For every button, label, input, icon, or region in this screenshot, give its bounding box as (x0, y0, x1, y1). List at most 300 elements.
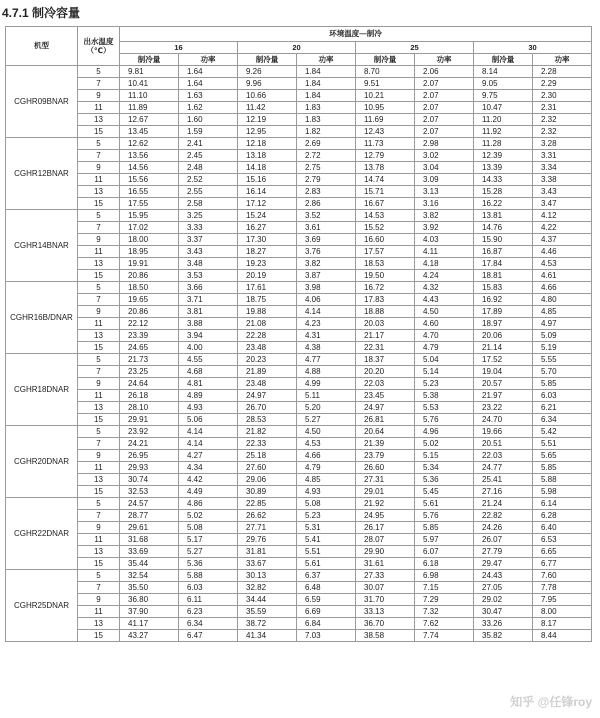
power-cell: 2.45 (179, 150, 238, 162)
table-row (6, 426, 592, 438)
capacity-cell: 22.03 (356, 378, 415, 390)
capacity-cell: 41.34 (238, 630, 297, 642)
water-temp-cell: 13 (78, 402, 120, 414)
power-cell: 4.49 (179, 486, 238, 498)
power-cell: 3.88 (179, 318, 238, 330)
capacity-cell: 22.85 (238, 498, 297, 510)
capacity-cell: 26.60 (356, 462, 415, 474)
power-cell: 5.55 (533, 354, 592, 366)
table-row (6, 234, 592, 246)
capacity-cell: 26.95 (120, 450, 179, 462)
power-cell: 6.37 (297, 570, 356, 582)
power-cell: 4.53 (533, 258, 592, 270)
capacity-cell: 19.23 (238, 258, 297, 270)
capacity-cell: 14.74 (356, 174, 415, 186)
power-cell: 5.65 (533, 450, 592, 462)
power-cell: 4.80 (533, 294, 592, 306)
capacity-cell: 27.16 (474, 486, 533, 498)
water-temp-cell: 9 (78, 162, 120, 174)
power-cell: 7.74 (415, 630, 474, 642)
power-cell: 2.07 (415, 78, 474, 90)
table-row (6, 198, 592, 210)
capacity-cell: 12.95 (238, 126, 297, 138)
capacity-cell: 11.92 (474, 126, 533, 138)
capacity-cell: 12.18 (238, 138, 297, 150)
model-cell: CGHR20DNAR (6, 426, 78, 498)
power-cell: 1.64 (179, 78, 238, 90)
power-cell: 4.55 (179, 354, 238, 366)
table-row (6, 162, 592, 174)
capacity-cell: 23.25 (120, 366, 179, 378)
water-temp-cell: 7 (78, 150, 120, 162)
capacity-cell: 33.13 (356, 606, 415, 618)
table-row (6, 78, 592, 90)
capacity-cell: 30.89 (238, 486, 297, 498)
capacity-cell: 15.90 (474, 234, 533, 246)
capacity-cell: 23.48 (238, 378, 297, 390)
capacity-cell: 27.33 (356, 570, 415, 582)
power-cell: 6.69 (297, 606, 356, 618)
capacity-cell: 29.76 (238, 534, 297, 546)
capacity-cell: 23.45 (356, 390, 415, 402)
power-cell: 4.93 (297, 486, 356, 498)
capacity-cell: 21.08 (238, 318, 297, 330)
capacity-cell: 15.52 (356, 222, 415, 234)
section-title: 4.7.1 制冷容量 (2, 6, 81, 20)
power-cell: 5.11 (297, 390, 356, 402)
capacity-cell: 17.12 (238, 198, 297, 210)
water-temp-cell: 9 (78, 594, 120, 606)
capacity-cell: 23.79 (356, 450, 415, 462)
table-row (6, 306, 592, 318)
power-cell: 4.42 (179, 474, 238, 486)
water-temp-cell: 7 (78, 78, 120, 90)
table-row (6, 150, 592, 162)
capacity-cell: 13.81 (474, 210, 533, 222)
power-cell: 3.76 (297, 246, 356, 258)
capacity-cell: 33.69 (120, 546, 179, 558)
water-temp-cell: 11 (78, 534, 120, 546)
water-temp-cell: 5 (78, 282, 120, 294)
capacity-header: 制冷量 (356, 54, 415, 66)
capacity-cell: 14.18 (238, 162, 297, 174)
capacity-cell: 28.07 (356, 534, 415, 546)
capacity-cell: 24.26 (474, 522, 533, 534)
capacity-cell: 20.03 (356, 318, 415, 330)
power-cell: 3.98 (297, 282, 356, 294)
power-cell: 3.66 (179, 282, 238, 294)
power-cell: 6.11 (179, 594, 238, 606)
capacity-cell: 27.60 (238, 462, 297, 474)
capacity-cell: 24.77 (474, 462, 533, 474)
power-cell: 3.71 (179, 294, 238, 306)
capacity-cell: 19.04 (474, 366, 533, 378)
power-cell: 3.13 (415, 186, 474, 198)
table-row (6, 138, 592, 150)
power-cell: 4.53 (297, 438, 356, 450)
power-cell: 7.32 (415, 606, 474, 618)
water-temp-header: 出水温度（℃） (78, 27, 120, 66)
capacity-cell: 35.44 (120, 558, 179, 570)
table-row (6, 606, 592, 618)
power-cell: 5.45 (415, 486, 474, 498)
capacity-cell: 31.81 (238, 546, 297, 558)
capacity-cell: 13.45 (120, 126, 179, 138)
capacity-cell: 21.89 (238, 366, 297, 378)
water-temp-cell: 7 (78, 294, 120, 306)
capacity-cell: 19.65 (120, 294, 179, 306)
power-header: 功率 (179, 54, 238, 66)
water-temp-cell: 11 (78, 174, 120, 186)
capacity-cell: 18.00 (120, 234, 179, 246)
model-cell: CGHR22DNAR (6, 498, 78, 570)
capacity-cell: 17.55 (120, 198, 179, 210)
capacity-cell: 15.83 (474, 282, 533, 294)
power-cell: 2.32 (533, 114, 592, 126)
capacity-cell: 34.44 (238, 594, 297, 606)
capacity-cell: 15.56 (120, 174, 179, 186)
power-cell: 3.16 (415, 198, 474, 210)
power-cell: 4.12 (533, 210, 592, 222)
water-temp-cell: 15 (78, 270, 120, 282)
capacity-cell: 10.95 (356, 102, 415, 114)
water-temp-cell: 5 (78, 354, 120, 366)
power-cell: 7.62 (415, 618, 474, 630)
power-cell: 8.00 (533, 606, 592, 618)
power-cell: 5.97 (415, 534, 474, 546)
capacity-cell: 30.74 (120, 474, 179, 486)
capacity-cell: 30.07 (356, 582, 415, 594)
power-cell: 7.95 (533, 594, 592, 606)
power-cell: 7.60 (533, 570, 592, 582)
water-temp-cell: 15 (78, 414, 120, 426)
capacity-cell: 18.53 (356, 258, 415, 270)
capacity-cell: 12.62 (120, 138, 179, 150)
table-row (6, 402, 592, 414)
power-cell: 3.81 (179, 306, 238, 318)
power-cell: 5.17 (179, 534, 238, 546)
water-temp-cell: 5 (78, 210, 120, 222)
model-cell: CGHR16B/DNAR (6, 282, 78, 354)
power-cell: 2.07 (415, 90, 474, 102)
capacity-cell: 21.24 (474, 498, 533, 510)
water-temp-cell: 5 (78, 426, 120, 438)
capacity-cell: 27.05 (474, 582, 533, 594)
capacity-cell: 14.53 (356, 210, 415, 222)
power-cell: 1.84 (297, 66, 356, 78)
table-row (6, 570, 592, 582)
power-cell: 6.84 (297, 618, 356, 630)
table-row (6, 534, 592, 546)
model-cell: CGHR12BNAR (6, 138, 78, 210)
capacity-cell: 21.39 (356, 438, 415, 450)
capacity-cell: 18.50 (120, 282, 179, 294)
capacity-cell: 17.30 (238, 234, 297, 246)
power-cell: 3.82 (415, 210, 474, 222)
power-cell: 2.41 (179, 138, 238, 150)
capacity-cell: 17.57 (356, 246, 415, 258)
power-cell: 4.37 (533, 234, 592, 246)
water-temp-cell: 7 (78, 582, 120, 594)
capacity-cell: 26.81 (356, 414, 415, 426)
capacity-cell: 11.73 (356, 138, 415, 150)
power-cell: 3.61 (297, 222, 356, 234)
capacity-cell: 15.24 (238, 210, 297, 222)
capacity-header: 制冷量 (474, 54, 533, 66)
power-cell: 4.89 (179, 390, 238, 402)
capacity-cell: 24.57 (120, 498, 179, 510)
capacity-cell: 12.43 (356, 126, 415, 138)
capacity-cell: 16.67 (356, 198, 415, 210)
capacity-cell: 13.39 (474, 162, 533, 174)
capacity-cell: 30.47 (474, 606, 533, 618)
power-cell: 3.48 (179, 258, 238, 270)
power-cell: 4.79 (297, 462, 356, 474)
table-row (6, 594, 592, 606)
capacity-cell: 23.22 (474, 402, 533, 414)
table-row (6, 126, 592, 138)
capacity-cell: 11.28 (474, 138, 533, 150)
power-cell: 4.14 (179, 438, 238, 450)
power-cell: 2.86 (297, 198, 356, 210)
power-cell: 4.23 (297, 318, 356, 330)
capacity-cell: 21.17 (356, 330, 415, 342)
power-cell: 6.28 (533, 510, 592, 522)
power-cell: 6.03 (179, 582, 238, 594)
power-cell: 1.82 (297, 126, 356, 138)
capacity-cell: 24.21 (120, 438, 179, 450)
water-temp-cell: 9 (78, 90, 120, 102)
cooling-capacity-table (5, 26, 592, 642)
capacity-cell: 35.59 (238, 606, 297, 618)
power-cell: 4.99 (297, 378, 356, 390)
capacity-cell: 11.69 (356, 114, 415, 126)
capacity-cell: 29.93 (120, 462, 179, 474)
table-row (6, 186, 592, 198)
water-temp-cell: 9 (78, 522, 120, 534)
water-temp-cell: 9 (78, 306, 120, 318)
water-temp-cell: 5 (78, 570, 120, 582)
power-cell: 2.30 (533, 90, 592, 102)
capacity-cell: 29.90 (356, 546, 415, 558)
capacity-cell: 15.71 (356, 186, 415, 198)
power-cell: 4.81 (179, 378, 238, 390)
capacity-cell: 19.50 (356, 270, 415, 282)
power-cell: 6.34 (533, 414, 592, 426)
capacity-cell: 17.02 (120, 222, 179, 234)
capacity-cell: 35.50 (120, 582, 179, 594)
capacity-cell: 24.97 (356, 402, 415, 414)
model-cell: CGHR09BNAR (6, 66, 78, 138)
capacity-cell: 20.86 (120, 306, 179, 318)
table-row (6, 450, 592, 462)
power-cell: 6.47 (179, 630, 238, 642)
power-cell: 2.32 (533, 126, 592, 138)
power-cell: 4.14 (179, 426, 238, 438)
power-cell: 5.06 (179, 414, 238, 426)
power-cell: 5.51 (533, 438, 592, 450)
power-cell: 4.11 (415, 246, 474, 258)
power-cell: 4.03 (415, 234, 474, 246)
power-cell: 5.70 (533, 366, 592, 378)
capacity-cell: 14.76 (474, 222, 533, 234)
capacity-cell: 17.83 (356, 294, 415, 306)
power-header: 功率 (533, 54, 592, 66)
water-temp-cell: 13 (78, 258, 120, 270)
power-cell: 3.43 (179, 246, 238, 258)
capacity-cell: 10.21 (356, 90, 415, 102)
power-cell: 5.20 (297, 402, 356, 414)
capacity-cell: 10.47 (474, 102, 533, 114)
table-body (6, 66, 592, 642)
power-cell: 2.75 (297, 162, 356, 174)
power-cell: 4.70 (415, 330, 474, 342)
water-temp-cell: 13 (78, 186, 120, 198)
power-cell: 6.34 (179, 618, 238, 630)
capacity-cell: 41.17 (120, 618, 179, 630)
capacity-cell: 33.67 (238, 558, 297, 570)
capacity-cell: 18.88 (356, 306, 415, 318)
table-row (6, 66, 592, 78)
capacity-cell: 16.55 (120, 186, 179, 198)
capacity-cell: 20.06 (474, 330, 533, 342)
capacity-cell: 18.97 (474, 318, 533, 330)
water-temp-cell: 13 (78, 114, 120, 126)
power-cell: 3.02 (415, 150, 474, 162)
water-temp-cell: 11 (78, 318, 120, 330)
capacity-cell: 9.51 (356, 78, 415, 90)
model-cell: CGHR18DNAR (6, 354, 78, 426)
power-cell: 2.83 (297, 186, 356, 198)
capacity-cell: 25.18 (238, 450, 297, 462)
power-cell: 3.92 (415, 222, 474, 234)
power-cell: 3.34 (533, 162, 592, 174)
capacity-cell: 33.26 (474, 618, 533, 630)
power-cell: 5.36 (179, 558, 238, 570)
capacity-cell: 9.81 (120, 66, 179, 78)
power-cell: 5.08 (297, 498, 356, 510)
capacity-cell: 26.17 (356, 522, 415, 534)
model-header: 机型 (6, 27, 78, 66)
capacity-cell: 21.73 (120, 354, 179, 366)
capacity-cell: 18.37 (356, 354, 415, 366)
capacity-cell: 35.82 (474, 630, 533, 642)
power-cell: 4.31 (297, 330, 356, 342)
capacity-cell: 20.20 (356, 366, 415, 378)
power-cell: 5.85 (533, 378, 592, 390)
power-cell: 1.62 (179, 102, 238, 114)
capacity-cell: 17.84 (474, 258, 533, 270)
table-row (6, 630, 592, 642)
water-temp-cell: 7 (78, 438, 120, 450)
capacity-cell: 28.53 (238, 414, 297, 426)
water-temp-cell: 15 (78, 126, 120, 138)
table-row (6, 330, 592, 342)
capacity-cell: 24.97 (238, 390, 297, 402)
table-row (6, 114, 592, 126)
capacity-cell: 16.87 (474, 246, 533, 258)
power-cell: 5.98 (533, 486, 592, 498)
water-temp-cell: 15 (78, 342, 120, 354)
capacity-cell: 37.90 (120, 606, 179, 618)
power-cell: 4.46 (533, 246, 592, 258)
water-temp-cell: 9 (78, 234, 120, 246)
capacity-cell: 31.70 (356, 594, 415, 606)
power-cell: 4.88 (297, 366, 356, 378)
capacity-cell: 8.70 (356, 66, 415, 78)
capacity-cell: 12.39 (474, 150, 533, 162)
ambient-temp-25: 25 (356, 42, 474, 54)
capacity-cell: 24.95 (356, 510, 415, 522)
power-cell: 4.93 (179, 402, 238, 414)
power-cell: 2.48 (179, 162, 238, 174)
power-cell: 1.84 (297, 90, 356, 102)
table-row (6, 282, 592, 294)
capacity-cell: 18.75 (238, 294, 297, 306)
power-cell: 5.02 (179, 510, 238, 522)
power-cell: 4.38 (297, 342, 356, 354)
capacity-cell: 30.13 (238, 570, 297, 582)
table-row (6, 318, 592, 330)
power-cell: 5.31 (297, 522, 356, 534)
capacity-cell: 16.22 (474, 198, 533, 210)
capacity-cell: 23.48 (238, 342, 297, 354)
water-temp-cell: 15 (78, 630, 120, 642)
table-row (6, 102, 592, 114)
power-cell: 2.06 (415, 66, 474, 78)
capacity-cell: 10.66 (238, 90, 297, 102)
capacity-cell: 15.16 (238, 174, 297, 186)
water-temp-cell: 5 (78, 66, 120, 78)
power-cell: 5.88 (533, 474, 592, 486)
power-cell: 6.53 (533, 534, 592, 546)
power-cell: 6.14 (533, 498, 592, 510)
water-temp-cell: 11 (78, 102, 120, 114)
water-temp-cell: 7 (78, 366, 120, 378)
power-cell: 3.37 (179, 234, 238, 246)
power-cell: 3.09 (415, 174, 474, 186)
capacity-cell: 15.95 (120, 210, 179, 222)
power-cell: 6.65 (533, 546, 592, 558)
watermark: 知乎 @任锋roy (510, 695, 592, 709)
table-row (6, 546, 592, 558)
capacity-cell: 11.10 (120, 90, 179, 102)
water-temp-cell: 15 (78, 486, 120, 498)
power-cell: 6.23 (179, 606, 238, 618)
power-cell: 1.59 (179, 126, 238, 138)
capacity-cell: 13.18 (238, 150, 297, 162)
power-cell: 4.86 (179, 498, 238, 510)
power-cell: 3.38 (533, 174, 592, 186)
ambient-temp-20: 20 (238, 42, 356, 54)
power-cell: 1.64 (179, 66, 238, 78)
power-cell: 2.52 (179, 174, 238, 186)
capacity-cell: 9.05 (474, 78, 533, 90)
power-cell: 2.55 (179, 186, 238, 198)
ambient-temp-header: 环境温度—制冷 (120, 27, 592, 42)
water-temp-cell: 7 (78, 222, 120, 234)
power-cell: 4.06 (297, 294, 356, 306)
power-header: 功率 (297, 54, 356, 66)
table-row (6, 342, 592, 354)
capacity-cell: 29.02 (474, 594, 533, 606)
power-cell: 4.77 (297, 354, 356, 366)
capacity-cell: 36.70 (356, 618, 415, 630)
power-cell: 2.31 (533, 102, 592, 114)
power-cell: 4.27 (179, 450, 238, 462)
capacity-cell: 38.58 (356, 630, 415, 642)
power-cell: 5.02 (415, 438, 474, 450)
